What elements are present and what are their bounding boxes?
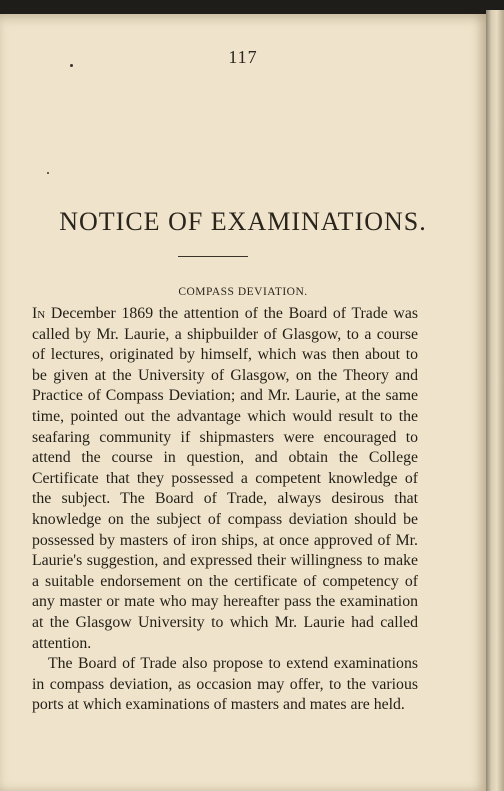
section-heading: COMPASS DEVIATION. [178, 286, 308, 298]
page-edge [486, 10, 504, 791]
book-page [0, 14, 486, 791]
chapter-title: NOTICE OF EXAMINATIONS. [59, 207, 427, 236]
page-number: 117 [228, 47, 258, 67]
paragraph-2: The Board of Trade also propose to extend examinations in compass deviation, as occasion may offer, to the various ports at which examinations of masters and mates are held. [32, 655, 418, 714]
paragraph-1 [32, 304, 418, 654]
title-divider [178, 256, 248, 257]
paper-speck [47, 172, 49, 174]
body-text [32, 304, 418, 716]
paragraph-1-text: December 1869 the attention of the Board of Trade was called by Mr. Laurie, a shipbuilder of Glasgow, to a course of lectures, originated by himself, which was then about to be given at the University of Glasgow, on the Theory and Practice of Compass Deviation; and Mr. Laurie, at the same time, pointed out the advantage which would result to the seafaring community if shipmasters were encouraged to attend the course in question, and obtain the College Certificate that they possessed a competent knowledge of the subject. The Board of Trade, always desirous that knowledge on the subject of compass deviation should be possessed by masters of iron ships, at once approved of Mr. Laurie's suggestion, and expressed their willingness to make a suitable endorsement on the certificate of competency of any master or mate who may hereafter pass the examination at the Glasgow University to which Mr. Laurie had called attention. [32, 305, 418, 652]
drop-word: In [32, 305, 46, 322]
